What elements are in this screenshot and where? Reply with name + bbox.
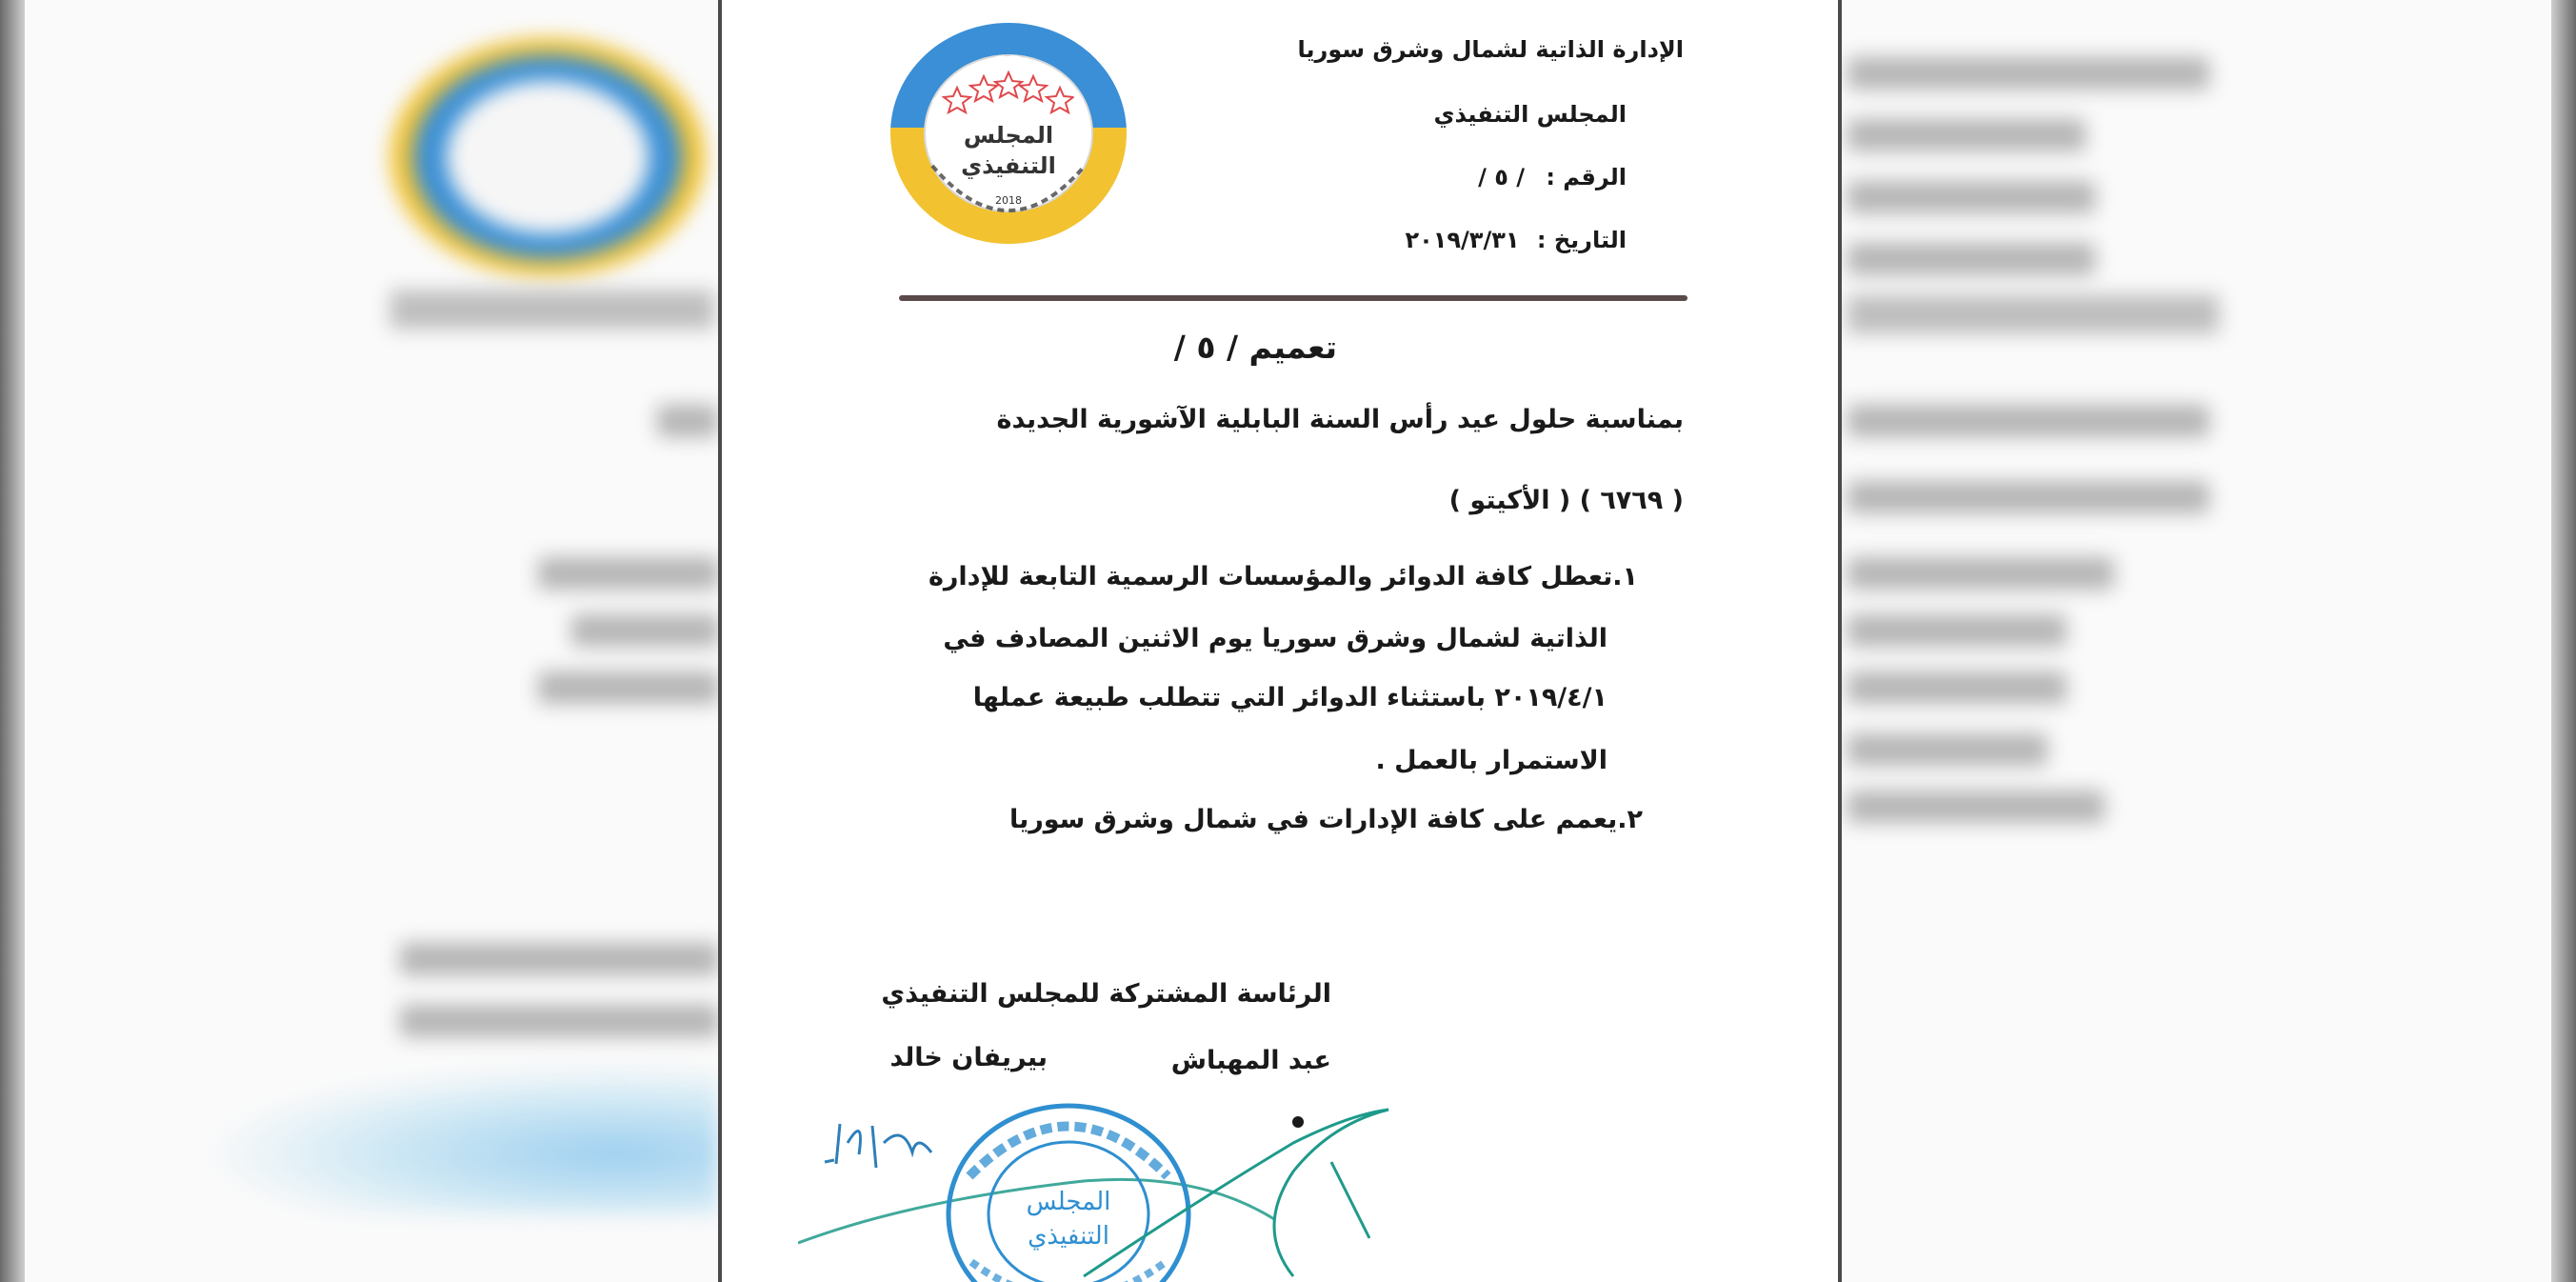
blurred-line (400, 1005, 719, 1037)
date-label: التاريخ : (1536, 227, 1627, 253)
signatory-name-2: بيريفان خالد (889, 1043, 1048, 1072)
blurred-line (1847, 671, 2067, 704)
co-presidency-title: الرئاسة المشتركة للمجلس التنفيذي (881, 979, 1331, 1009)
stamp-text-line1: المجلس (1026, 1188, 1111, 1216)
blurred-line (1847, 733, 2047, 766)
blurred-line (1847, 557, 2114, 590)
blurred-line (538, 671, 719, 704)
header-divider (899, 295, 1687, 301)
document-page (718, 0, 1842, 1282)
blurred-line (657, 405, 718, 437)
signature-right (1084, 1110, 1388, 1276)
blurred-line (538, 557, 719, 590)
date-row (1405, 227, 1627, 253)
blurred-line (1847, 791, 2105, 823)
signatory-name-1: عبد المهباش (1170, 1046, 1331, 1075)
logo-text-line2: التنفيذي (961, 152, 1056, 179)
number-row (1478, 164, 1627, 190)
item-1-line-4: الاستمرار بالعمل . (1375, 746, 1608, 775)
item-1-line-3: ٢٠١٩/٤/١ باستثناء الدوائر التي تتطلب طبيعة عملها (972, 683, 1608, 712)
background-edge-right (2551, 0, 2576, 1282)
blurred-line (1847, 181, 2095, 213)
council-name: المجلس التنفيذي (1433, 101, 1627, 128)
org-name: الإدارة الذاتية لشمال وشرق سوريا (1297, 36, 1684, 63)
number-label: الرقم : (1546, 164, 1627, 190)
blurred-line (1847, 57, 2209, 90)
stamp-text-line2: التنفيذي (1028, 1222, 1109, 1251)
blurred-line (1847, 243, 2095, 275)
blurred-stamp-left (200, 1062, 719, 1214)
blurred-line (1847, 405, 2209, 437)
logo-text-line1: المجلس (963, 122, 1054, 149)
blurred-line (1847, 481, 2209, 513)
circular-title: تعميم / ٥ / (1173, 329, 1337, 366)
council-logo (889, 21, 1128, 246)
number-value: / ٥ / (1478, 164, 1525, 190)
blurred-line (571, 614, 719, 647)
item-2: ٢.يعمم على كافة الإدارات في شمال وشرق سوريا (1008, 805, 1643, 834)
date-value: ٢٠١٩/٣/٣١ (1405, 227, 1520, 253)
circular-subject: بمناسبة حلول عيد رأس السنة البابلية الآشورية الجديدة (996, 405, 1684, 434)
blurred-rule-left (390, 290, 714, 329)
signature-and-stamp (798, 1086, 1427, 1282)
background-edge-left (0, 0, 25, 1282)
blurred-rule-right (1847, 295, 2219, 333)
circular-year-line: ( ٦٧٦٩ ) ( الأكيتو ) (1448, 486, 1684, 515)
item-1-line-1: ١.تعطل كافة الدوائر والمؤسسات الرسمية التابعة للإدارة (928, 562, 1638, 591)
blurred-logo-left (390, 38, 705, 276)
blurred-line (1847, 119, 2086, 151)
item-1-line-2: الذاتية لشمال وشرق سوريا يوم الاثنين المصادف في (943, 624, 1608, 653)
signature-left (825, 1124, 931, 1168)
logo-year: 2018 (995, 194, 1022, 207)
blurred-line (400, 943, 719, 975)
blurred-line (1847, 614, 2067, 647)
